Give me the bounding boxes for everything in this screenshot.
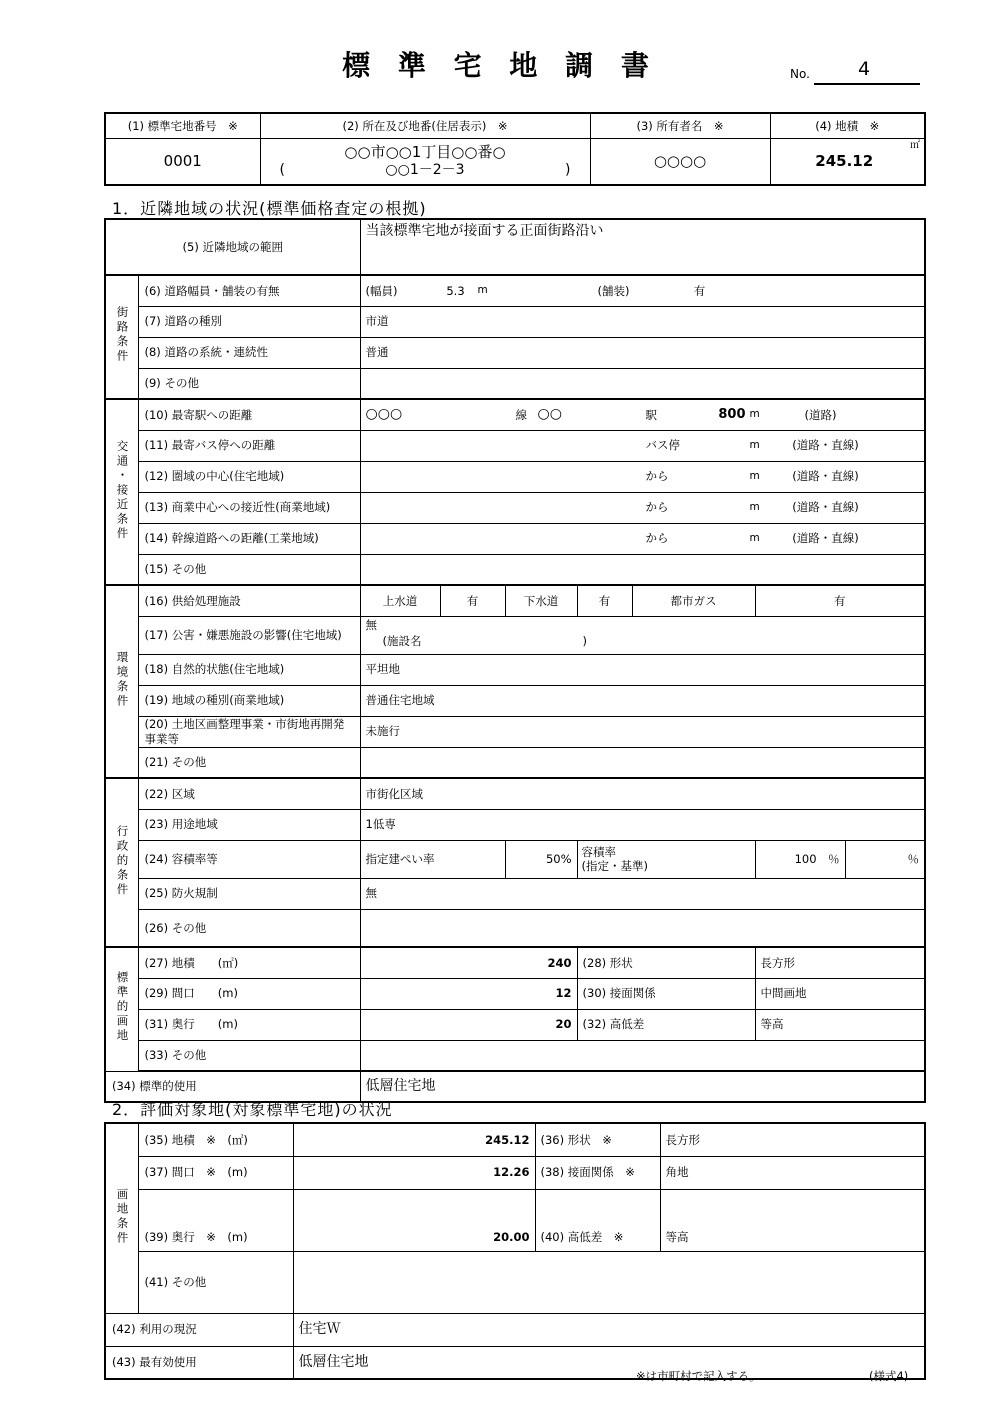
- table-row-5: [105, 219, 925, 275]
- col-header-address: (2) 所在及び地番(住居表示) ※: [260, 113, 590, 138]
- utility-name-water: 上水道: [360, 585, 440, 616]
- table-row-35: [105, 1123, 925, 1156]
- document-number-block: [790, 58, 920, 86]
- table-row-7: [105, 306, 925, 337]
- footnote-municipal-fill: ※は市町村で記入する。: [636, 1369, 761, 1383]
- group-label-plot-conditions-text: 画地条件: [115, 1187, 130, 1246]
- station-distance-value: 800: [718, 406, 746, 422]
- arterial-road-distance-method: (道路・直線): [792, 531, 859, 546]
- label-plot-frontage: (29) 間口 (m): [138, 978, 360, 1009]
- value-use-district: 1低専: [360, 809, 925, 840]
- value-road-type: 市道: [360, 306, 925, 337]
- table-row-17: [105, 616, 925, 654]
- label-target-other: (41) その他: [138, 1251, 293, 1313]
- label-plot-other: (33) その他: [138, 1040, 360, 1071]
- address-paren-open: (: [279, 161, 285, 178]
- value-target-other: [293, 1251, 925, 1313]
- group-label-environment-conditions: [105, 585, 138, 778]
- group-label-plot-conditions: [105, 1123, 138, 1313]
- label-road-width-paving: (6) 道路幅員・舗装の有無: [138, 275, 360, 306]
- value-zone: 市街化区域: [360, 778, 925, 809]
- arterial-road-distance-unit: m: [749, 531, 760, 544]
- value-environment-other: [360, 747, 925, 778]
- table-row-41: [105, 1251, 925, 1313]
- table-row-23: [105, 809, 925, 840]
- label-zone: (22) 区域: [138, 778, 360, 809]
- label-nearest-station-distance: (10) 最寄駅への距離: [138, 399, 360, 430]
- utility-value-gas: 有: [755, 585, 925, 616]
- cell-lot-number: 0001: [105, 138, 260, 185]
- building-coverage-label: 指定建ぺい率: [360, 840, 505, 878]
- busstop-distance-unit: m: [749, 438, 760, 451]
- group-label-standard-plot: [105, 947, 138, 1071]
- utility-value-water: 有: [440, 585, 505, 616]
- station-line-prefix: 線: [515, 407, 528, 422]
- pollution-facility-name-open: (施設名: [382, 633, 422, 648]
- label-plot-shape: (28) 形状: [577, 947, 755, 978]
- footnote-form-number: (様式4): [869, 1369, 909, 1383]
- value-road-width-paving: [360, 275, 925, 306]
- area-center-suffix: から: [645, 469, 669, 484]
- label-plot-depth: (31) 奥行 (m): [138, 1009, 360, 1040]
- label-road-other: (9) その他: [138, 368, 360, 399]
- value-road-system-continuity: 普通: [360, 337, 925, 368]
- value-plot-area: 240: [360, 947, 577, 978]
- document-number-label: No.: [790, 67, 810, 81]
- table-row-37: [105, 1156, 925, 1189]
- table-row-22: [105, 778, 925, 809]
- label-use-district: (23) 用途地域: [138, 809, 360, 840]
- table-row-31: [105, 1009, 925, 1040]
- value-highest-best-use: 低層住宅地: [293, 1346, 925, 1379]
- label-nearest-busstop-distance: (11) 最寄バス停への距離: [138, 430, 360, 461]
- value-traffic-other: [360, 554, 925, 585]
- value-current-use: 住宅Ｗ: [293, 1313, 925, 1346]
- document-number-value: 4: [857, 58, 871, 80]
- table-row: [105, 138, 925, 185]
- label-traffic-other: (15) その他: [138, 554, 360, 585]
- far-label: [577, 840, 755, 878]
- far-standard-value: ％: [845, 840, 925, 878]
- table-row-29: [105, 978, 925, 1009]
- label-target-area: (35) 地積 ※ (㎡): [138, 1123, 293, 1156]
- table-row-15: [105, 554, 925, 585]
- table-row-18: [105, 654, 925, 685]
- group-label-standard-plot-text: 標準的画地: [115, 971, 130, 1044]
- label-pollution-impact: (17) 公害・嫌悪施設の影響(住宅地域): [138, 616, 360, 654]
- table-row-42: [105, 1313, 925, 1346]
- label-natural-state: (18) 自然的状態(住宅地域): [138, 654, 360, 685]
- label-area-type: (19) 地域の種別(商業地域): [138, 685, 360, 716]
- address-line-2: ○○1－2－3: [385, 161, 465, 178]
- group-label-road-conditions: [105, 275, 138, 399]
- value-plot-shape: 長方形: [755, 947, 925, 978]
- value-admin-other: [360, 909, 925, 947]
- group-label-environment-conditions-text: 環境条件: [115, 650, 130, 709]
- table-row-8: [105, 337, 925, 368]
- label-area-center-residential: (12) 圏域の中心(住宅地域): [138, 461, 360, 492]
- value-land-readjustment: 未施行: [360, 716, 925, 747]
- table-row-10: [105, 399, 925, 430]
- label-current-use: (42) 利用の現況: [105, 1313, 293, 1346]
- table-row-25: [105, 878, 925, 909]
- table-row-header: [105, 113, 925, 138]
- group-label-traffic-conditions: [105, 399, 138, 585]
- title-row: [0, 44, 1002, 88]
- col-header-lot-number: (1) 標準宅地番号 ※: [105, 113, 260, 138]
- label-commercial-center-access: (13) 商業中心への接近性(商業地域): [138, 492, 360, 523]
- table-row-6: [105, 275, 925, 306]
- section-2-heading: 2．評価対象地(対象標準宅地)の状況: [112, 1100, 393, 1119]
- table-row-20: [105, 716, 925, 747]
- building-coverage-value: 50%: [505, 840, 577, 878]
- pollution-impact-value: 無: [365, 617, 378, 632]
- label-plot-frontage-relation: (30) 接面関係: [577, 978, 755, 1009]
- address-line-2-wrap: [266, 162, 585, 180]
- group-label-road-conditions-text: 街路条件: [115, 306, 130, 365]
- pollution-facility-name-close: ): [582, 633, 588, 648]
- label-road-system-continuity: (8) 道路の系統・連続性: [138, 337, 360, 368]
- value-pollution-impact: [360, 616, 925, 654]
- label-fire-prevention: (25) 防火規制: [138, 878, 360, 909]
- table-row-11: [105, 430, 925, 461]
- far-label-line-1: 容積率: [581, 844, 617, 859]
- table-row-39: [105, 1189, 925, 1251]
- value-nearest-station-distance: [360, 399, 925, 430]
- value-arterial-road-distance: [360, 523, 925, 554]
- value-plot-other: [360, 1040, 925, 1071]
- value-natural-state: 平坦地: [360, 654, 925, 685]
- value-target-frontage: 12.26: [293, 1156, 535, 1189]
- utility-value-sewer: 有: [577, 585, 632, 616]
- label-target-depth: (39) 奥行 ※ (m): [138, 1189, 293, 1251]
- value-nearest-busstop-distance: [360, 430, 925, 461]
- group-label-administrative-conditions-text: 行政的条件: [115, 824, 130, 898]
- label-target-frontage-relation: (38) 接面関係 ※: [535, 1156, 660, 1189]
- area-center-distance-unit: m: [749, 469, 760, 482]
- label-target-elevation-diff: (40) 高低差 ※: [535, 1189, 660, 1251]
- area-unit: ㎡: [910, 139, 920, 151]
- commercial-center-distance-unit: m: [749, 500, 760, 513]
- value-commercial-center-access: [360, 492, 925, 523]
- value-target-area: 245.12: [293, 1123, 535, 1156]
- commercial-center-distance-method: (道路・直線): [792, 500, 859, 515]
- table-row-24: [105, 840, 925, 878]
- table-row-13: [105, 492, 925, 523]
- paving-field-label: (舗装): [597, 283, 630, 298]
- busstop-suffix: バス停: [645, 438, 681, 453]
- table-row-27: [105, 947, 925, 978]
- table-row-21: [105, 747, 925, 778]
- table-row-33: [105, 1040, 925, 1071]
- cell-area: [770, 138, 925, 185]
- station-distance-method: (道路): [804, 407, 837, 422]
- station-suffix: 駅: [645, 407, 658, 422]
- value-target-shape: 長方形: [660, 1123, 925, 1156]
- station-line-company: ○○○: [365, 406, 403, 422]
- value-fire-prevention: 無: [360, 878, 925, 909]
- label-environment-other: (21) その他: [138, 747, 360, 778]
- label-neighborhood-scope: (5) 近隣地域の範囲: [105, 219, 360, 275]
- target-land-conditions-table: [104, 1122, 926, 1380]
- label-target-shape: (36) 形状 ※: [535, 1123, 660, 1156]
- cell-address: [260, 138, 590, 185]
- utility-name-gas: 都市ガス: [632, 585, 755, 616]
- road-width-unit: m: [477, 284, 488, 297]
- area-value: 245.12: [815, 151, 874, 170]
- road-width-field-label: (幅員): [365, 283, 398, 298]
- document-number-underline: [814, 83, 920, 85]
- paving-value: 有: [693, 283, 706, 298]
- far-designated-value: 100 ％: [755, 840, 845, 878]
- value-standard-use: 低層住宅地: [360, 1071, 925, 1102]
- value-neighborhood-scope: 当該標準宅地が接面する正面街路沿い: [360, 219, 925, 275]
- neighborhood-conditions-table: [104, 218, 926, 1103]
- label-admin-other: (26) その他: [138, 909, 360, 947]
- busstop-distance-method: (道路・直線): [792, 438, 859, 453]
- table-row-14: [105, 523, 925, 554]
- far-label-line-2: (指定・基準): [581, 859, 648, 873]
- area-center-distance-method: (道路・直線): [792, 469, 859, 484]
- value-plot-frontage-relation: 中間画地: [755, 978, 925, 1009]
- value-area-center-residential: [360, 461, 925, 492]
- label-utilities: (16) 供給処理施設: [138, 585, 360, 616]
- arterial-road-suffix: から: [645, 531, 669, 546]
- label-far-etc: (24) 容積率等: [138, 840, 360, 878]
- page-title: 標 準 宅 地 調 書: [342, 49, 658, 82]
- station-line-name: ○○: [537, 406, 562, 422]
- value-road-other: [360, 368, 925, 399]
- address-paren-close: ): [565, 161, 571, 178]
- table-row-19: [105, 685, 925, 716]
- section-1-heading: 1．近隣地域の状況(標準価格査定の根拠): [112, 199, 427, 218]
- label-plot-elevation-diff: (32) 高低差: [577, 1009, 755, 1040]
- value-plot-frontage: 12: [360, 978, 577, 1009]
- label-target-frontage: (37) 間口 ※ (m): [138, 1156, 293, 1189]
- value-target-elevation-diff: 等高: [660, 1189, 925, 1251]
- value-area-type: 普通住宅地域: [360, 685, 925, 716]
- utility-name-sewer: 下水道: [505, 585, 577, 616]
- value-target-depth: 20.00: [293, 1189, 535, 1251]
- label-land-readjustment: (20) 土地区画整理事業・市街地再開発事業等: [138, 716, 360, 747]
- table-row-26: [105, 909, 925, 947]
- table-row-9: [105, 368, 925, 399]
- value-plot-depth: 20: [360, 1009, 577, 1040]
- commercial-center-suffix: から: [645, 500, 669, 515]
- cell-owner: ○○○○: [590, 138, 770, 185]
- label-plot-area: (27) 地積 (㎡): [138, 947, 360, 978]
- label-highest-best-use: (43) 最有効使用: [105, 1346, 293, 1379]
- address-line-1: ○○市○○1丁目○○番○: [344, 143, 506, 162]
- value-plot-elevation-diff: 等高: [755, 1009, 925, 1040]
- group-label-traffic-conditions-text: 交通・接近条件: [115, 439, 130, 542]
- label-standard-use: (34) 標準的使用: [105, 1071, 360, 1102]
- group-label-administrative-conditions: [105, 778, 138, 947]
- col-header-area: (4) 地積 ※: [770, 113, 925, 138]
- col-header-owner: (3) 所有者名 ※: [590, 113, 770, 138]
- property-summary-table: [104, 112, 926, 186]
- station-distance-unit: m: [749, 408, 760, 421]
- road-width-value: 5.3: [446, 283, 465, 298]
- table-row-43: [105, 1346, 925, 1379]
- table-row-16: [105, 585, 925, 616]
- value-target-frontage-relation: 角地: [660, 1156, 925, 1189]
- label-road-type: (7) 道路の種別: [138, 306, 360, 337]
- table-row-12: [105, 461, 925, 492]
- label-arterial-road-distance: (14) 幹線道路への距離(工業地域): [138, 523, 360, 554]
